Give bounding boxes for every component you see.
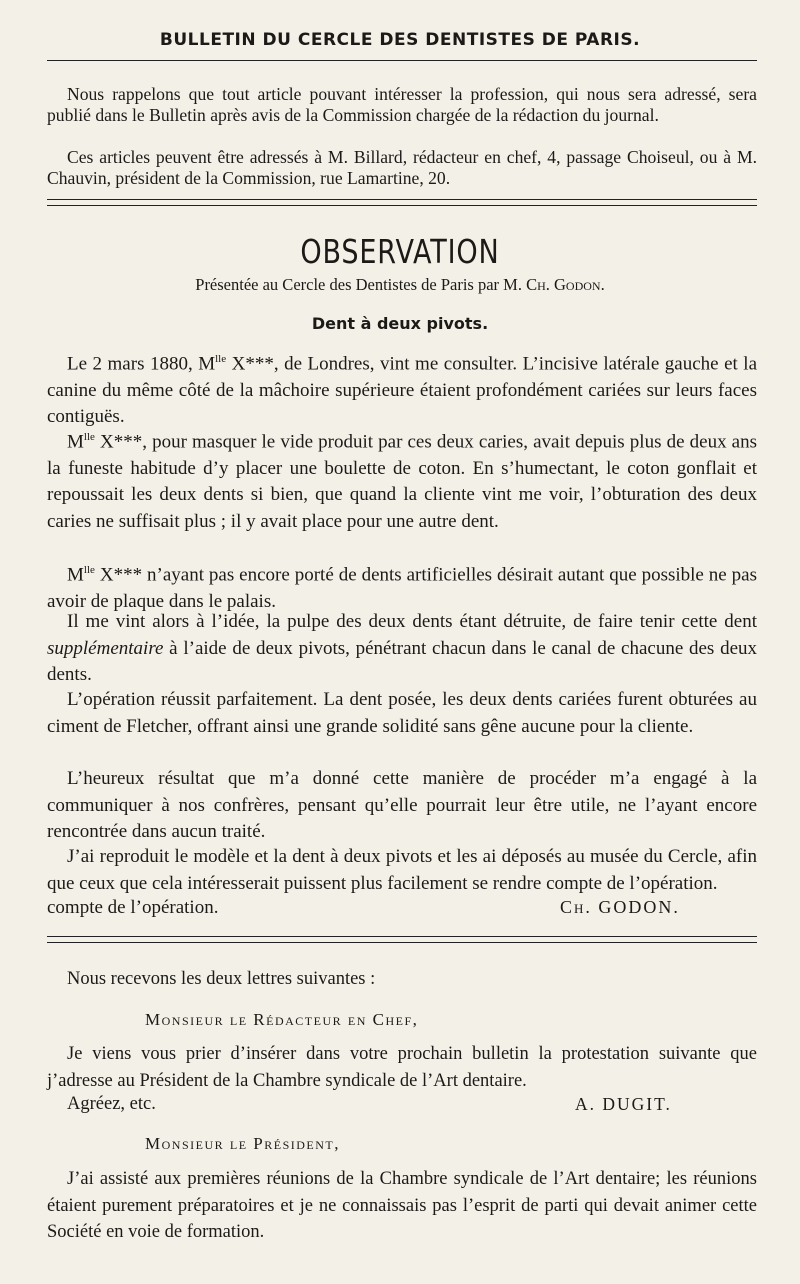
emphasis: supplémentaire: [47, 637, 164, 659]
letter2-salutation: Monsieur le Président,: [145, 1134, 340, 1153]
superscript: lle: [83, 564, 95, 576]
subtitle-prefix: Présentée au Cercle des Dentistes de Paris par M.: [195, 275, 522, 294]
article-subtitle: [0, 275, 800, 295]
article-paragraph-3: [47, 557, 757, 615]
subtitle-author: Ch. Godon.: [526, 275, 605, 294]
double-rule-top: [47, 936, 757, 937]
article-paragraph-7: J’ai reproduit le modèle et la dent à deux pivots et les ai déposés au musée du Cercle, afin que ceux que cela intéresserait puissent plus facilement se rendre compte de l’opération.: [47, 846, 757, 894]
superscript: lle: [215, 353, 227, 365]
letter1-signature: A. DUGIT.: [575, 1094, 672, 1114]
header-rule: [47, 60, 757, 61]
text: X*** n’ayant pas encore porté de dents artificielles désirait autant que possible ne pas avoir de plaque dans le palais.: [47, 564, 757, 612]
article-paragraph-5: L’opération réussit parfaitement. La dent posée, les deux dents cariées furent obturées au ciment de Fletcher, offrant ainsi une grande solidité sans gêne aucune pour la cliente.: [47, 689, 757, 737]
letter1-body: Je viens vous prier d’insérer dans votre prochain bulletin la protestation suivante que j’adresse au Président de la Chambre syndicale de l’Art dentaire.: [47, 1044, 757, 1091]
text: Il me vint alors à l’idée, la pulpe des deux dents étant détruite, de faire tenir cette dent: [67, 611, 757, 632]
double-rule-bottom: [47, 942, 757, 943]
letters-intro: Nous recevons les deux lettres suivantes :: [67, 969, 376, 989]
text: Le 2 mars 1880, M: [67, 353, 216, 375]
double-rule-bottom: [47, 205, 757, 206]
superscript: lle: [83, 431, 95, 443]
running-head: BULLETIN DU CERCLE DES DENTISTES DE PARIS.: [159, 30, 641, 50]
paragraph-7-last-line: compte de l’opération.: [47, 897, 219, 918]
article-signature: Ch. GODON.: [560, 897, 680, 917]
article-paragraph-2: [47, 424, 757, 535]
section-heading: Dent à deux pivots.: [311, 314, 489, 333]
letter1-salutation: Monsieur le Rédacteur en Chef,: [145, 1010, 419, 1029]
text: à l’aide de deux pivots, pénétrant chacun dans le canal de chacune des deux dents.: [47, 637, 757, 685]
article-paragraph-4: [47, 609, 757, 689]
notice-paragraph-1: Nous rappelons que tout article pouvant intéresser la profession, qui nous sera adressé, sera publié dans le Bulletin après avis de la Commission chargée de la rédaction du journal.: [47, 84, 757, 125]
text: M: [67, 431, 84, 453]
letter2-body: J’ai assisté aux premières réunions de la Chambre syndicale de l’Art dentaire; les réunions étaient purement préparatoires et je ne connaissais pas l’esprit de parti qui devait animer cette Société en voie de formation.: [47, 1169, 757, 1242]
text: X***, de Londres, vint me consulter. L’incisive latérale gauche et la canine du même côté de la mâchoire supérieure étaient profondément cariées sur leurs faces contiguës.: [47, 353, 757, 428]
notice-paragraph-2: Ces articles peuvent être adressés à M. Billard, rédacteur en chef, 4, passage Choiseul, ou à M. Chauvin, président de la Commission, rue Lamartine, 20.: [47, 147, 757, 188]
double-rule-top: [47, 199, 757, 200]
article-paragraph-6: L’heureux résultat que m’a donné cette manière de procéder m’a engagé à la communiquer à nos confrères, pensant qu’elle pourrait leur être utile, ne l’ayant encore rencontrée dans aucun traité.: [47, 768, 757, 842]
letter1-closing: Agréez, etc.: [67, 1094, 156, 1114]
text: X***, pour masquer le vide produit par ces deux caries, avait depuis plus de deux ans la funeste habitude d’y placer une boulette de coton. En s’humectant, le coton gonflait et repoussait les deux dents si bien, que quand la cliente vint me voir, l’obturation des deux caries ne suffisait plus ; il y avait place pour une autre dent.: [47, 431, 757, 532]
article-paragraph-1: [47, 346, 757, 431]
text: M: [67, 564, 84, 586]
article-title: OBSERVATION: [300, 232, 500, 271]
